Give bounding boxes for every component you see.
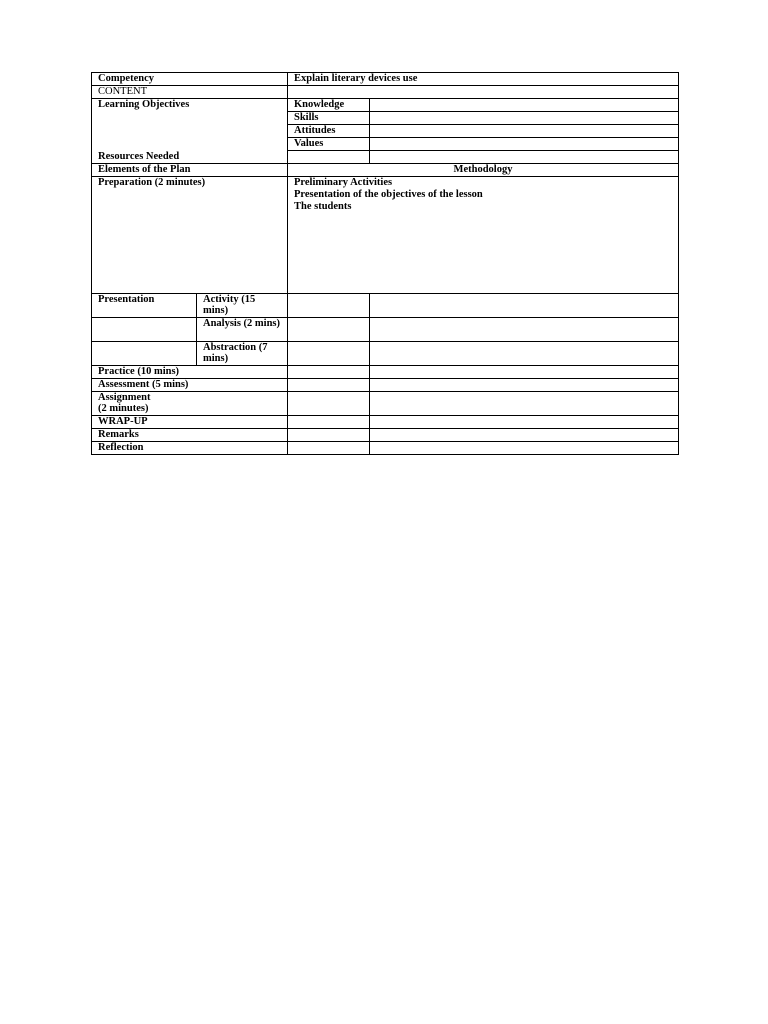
- learning-objectives-cell: [92, 99, 288, 164]
- resources-cell-a: [288, 151, 370, 164]
- presentation-cell: [370, 318, 679, 342]
- preparation-line: Presentation of the objectives of the lesson: [294, 189, 483, 200]
- practice-cell: [370, 366, 679, 379]
- assignment-row: [92, 392, 679, 416]
- content-row: [92, 86, 679, 99]
- presentation-step-analysis: Analysis (2 mins): [197, 318, 288, 342]
- objective-value-knowledge: [370, 99, 679, 112]
- preparation-content: [288, 177, 679, 294]
- assignment-cell: [288, 392, 370, 416]
- objective-domain-knowledge: Knowledge: [288, 99, 370, 112]
- assignment-label-line: Assignment: [98, 392, 151, 403]
- presentation-row-analysis: [92, 318, 679, 342]
- lesson-plan-table: [91, 72, 679, 455]
- lesson-plan-sheet: [91, 72, 678, 455]
- wrapup-row: [92, 416, 679, 429]
- objective-row-knowledge: [92, 99, 679, 112]
- resources-needed-label: Resources Needed: [98, 151, 180, 162]
- practice-label: Practice (10 mins): [92, 366, 288, 379]
- preparation-label: Preparation (2 minutes): [92, 177, 288, 294]
- presentation-step-abstraction: Abstraction (7 mins): [197, 342, 288, 366]
- resources-cell-b: [370, 151, 679, 164]
- learning-objectives-label: Learning Objectives: [98, 99, 190, 110]
- methodology-label: Methodology: [288, 164, 679, 177]
- wrapup-label: WRAP-UP: [92, 416, 288, 429]
- assessment-cell: [288, 379, 370, 392]
- wrapup-cell: [288, 416, 370, 429]
- remarks-cell: [370, 429, 679, 442]
- reflection-row: [92, 442, 679, 455]
- preparation-line: The students: [294, 201, 352, 212]
- objective-value-skills: [370, 112, 679, 125]
- remarks-label: Remarks: [92, 429, 288, 442]
- plan-header-row: [92, 164, 679, 177]
- objective-domain-values: Values: [288, 138, 370, 151]
- content-value: [288, 86, 679, 99]
- competency-label: Competency: [92, 73, 288, 86]
- presentation-cell: [370, 294, 679, 318]
- assignment-cell: [370, 392, 679, 416]
- elements-of-plan-label: Elements of the Plan: [92, 164, 288, 177]
- reflection-label: Reflection: [92, 442, 288, 455]
- objective-value-attitudes: [370, 125, 679, 138]
- assessment-cell: [370, 379, 679, 392]
- competency-row: [92, 73, 679, 86]
- objective-domain-attitudes: Attitudes: [288, 125, 370, 138]
- competency-value: Explain literary devices use: [288, 73, 679, 86]
- preparation-row: [92, 177, 679, 294]
- presentation-label: Presentation: [92, 294, 197, 318]
- presentation-row-abstraction: [92, 342, 679, 366]
- presentation-cell: [288, 318, 370, 342]
- practice-cell: [288, 366, 370, 379]
- assignment-label-line: (2 minutes): [98, 403, 149, 414]
- presentation-row-activity: [92, 294, 679, 318]
- presentation-cell: [288, 294, 370, 318]
- remarks-cell: [288, 429, 370, 442]
- remarks-row: [92, 429, 679, 442]
- wrapup-cell: [370, 416, 679, 429]
- objective-value-values: [370, 138, 679, 151]
- assignment-label: [92, 392, 288, 416]
- content-label: CONTENT: [92, 86, 288, 99]
- presentation-cell: [288, 342, 370, 366]
- objective-domain-skills: Skills: [288, 112, 370, 125]
- assessment-label: Assessment (5 mins): [92, 379, 288, 392]
- presentation-cell: [92, 342, 197, 366]
- presentation-step-activity: Activity (15 mins): [197, 294, 288, 318]
- presentation-cell: [370, 342, 679, 366]
- presentation-cell: [92, 318, 197, 342]
- preparation-line: Preliminary Activities: [294, 177, 393, 188]
- reflection-cell: [370, 442, 679, 455]
- assessment-row: [92, 379, 679, 392]
- reflection-cell: [288, 442, 370, 455]
- practice-row: [92, 366, 679, 379]
